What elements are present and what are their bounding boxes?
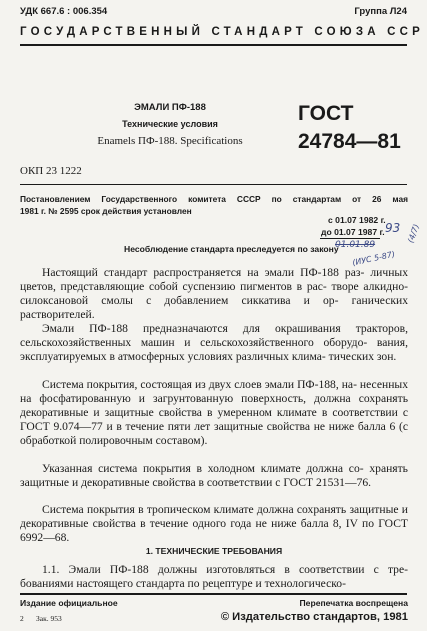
reprint-notice: Перепечатка воспрещена	[299, 598, 408, 608]
footer-rule	[20, 593, 407, 595]
page-number: 2	[20, 614, 24, 623]
date-underline	[320, 238, 380, 239]
masthead-rule	[20, 44, 407, 46]
english-title: Enamels ПФ-188. Specifications	[97, 135, 243, 147]
paragraph-cold-climate: Указанная система покрытия в холодном климате должна со- хранять защитные и декоративные свойства в соответствии с ГОСТ 21531—76.	[20, 462, 408, 489]
effective-from-date: с 01.07 1982 г.	[328, 215, 386, 225]
resolution-line-1: Постановлением Государственного комитета СССР по стандартам от 26 мая	[20, 194, 408, 204]
handwritten-correction: 01.01.89	[335, 240, 376, 250]
handwritten-correction-2: (ИУС 5-87)	[351, 249, 396, 268]
standard-subtitle: Технические условия	[122, 119, 218, 129]
section-heading: 1. ТЕХНИЧЕСКИЕ ТРЕБОВАНИЯ	[145, 546, 283, 556]
okp-rule	[20, 184, 407, 185]
gost-number: 24784—81	[298, 130, 401, 153]
udk-code: УДК 667.6 : 006.354	[20, 6, 108, 17]
paragraph-scope: Настоящий стандарт распространяется на эмали ПФ-188 раз- личных цветов, представляющие собой суспензию пигментов в рас- творе алкидно-силоксановой смолы с добавлением сиккатива и ор- ганических растворителей.	[20, 266, 409, 321]
handwritten-number: 93	[385, 221, 401, 235]
gost-label: ГОСТ	[298, 102, 354, 125]
okp-code: ОКП 23 1222	[20, 165, 82, 177]
masthead: ГОСУДАРСТВЕННЫЙ СТАНДАРТ СОЮЗА ССР	[20, 26, 425, 38]
handwritten-fraction: (4/7)	[406, 222, 422, 245]
effective-to-date: до 01.07 1987 г.	[321, 227, 385, 237]
legal-warning: Несоблюдение стандарта преследуется по закону	[124, 244, 339, 254]
paragraph-purpose: Эмали ПФ-188 предназначаются для окрашивания тракторов, сельскохозяйственных машин и сельскохозяйственного оборудо- вания, эксплуатируемых в атмосферных условиях различных клима- тических зон.	[20, 322, 408, 363]
group-code: Группа Л24	[354, 6, 407, 17]
standard-title: ЭМАЛИ ПФ-188	[134, 102, 206, 113]
resolution-line-2: 1981 г. № 2595 срок действия установлен	[20, 206, 192, 216]
paragraph-requirements: 1.1. Эмали ПФ-188 должны изготовляться в соответствии с тре- бованиями настоящего стандарта по рецептуре и технологическо-	[20, 563, 408, 590]
order-number: Зак. 953	[36, 614, 62, 623]
paragraph-coating-system: Система покрытия, состоящая из двух слоев эмали ПФ-188, на- несенных на фосфатированную и загрунтованную поверхность, должна сохранять декоративные и защитные свойства в умеренном климате в соответствии с ГОСТ 9.074—77 и в течение пяти лет защитные свойства не ниже балла 6 (с обработкой полировочным составом).	[20, 378, 409, 447]
official-edition: Издание официальное	[20, 598, 118, 608]
paragraph-tropical-climate: Система покрытия в тропическом климате должна сохранять защитные и декоративные свойства в течение одного года не ниже балла 8, IV по ГОСТ 6992—68.	[20, 503, 409, 544]
copyright: © Издательство стандартов, 1981	[220, 611, 408, 623]
